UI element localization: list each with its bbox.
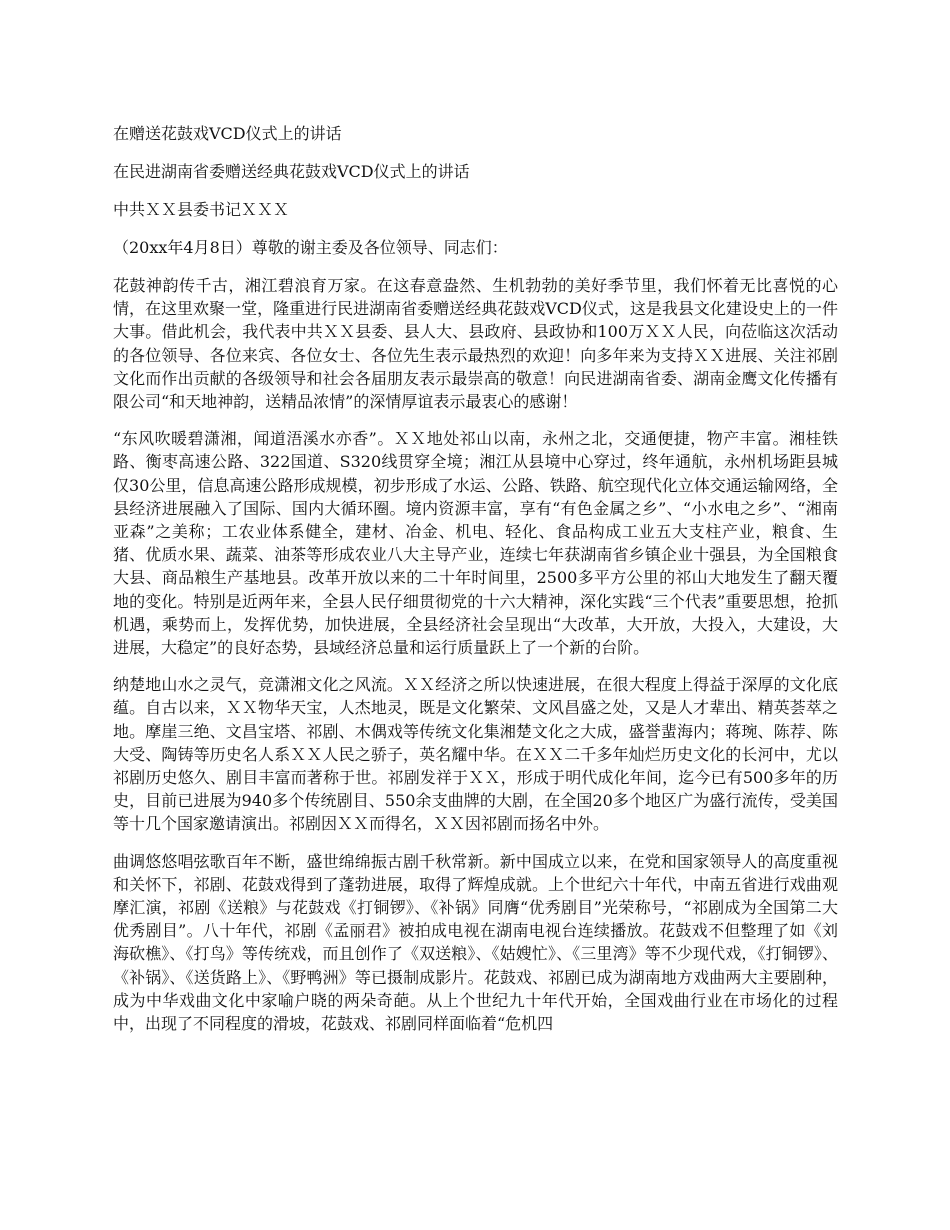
speaker-line: 中共ＸＸ县委书记ＸＸＸ (113, 200, 290, 219)
paragraph-culture-heritage: 纳楚地山水之灵气，竞潇湘文化之风流。ＸＸ经济之所以快速进展，在很大程度上得益于深厚的文化底蕴。自古以来，ＸＸ物华天宝，人杰地灵，既是文化繁荣、文风昌盛之处，又是人才辈出、精英荟萃之地。摩崖三绝、文昌宝塔、祁剧、木偶戏等传统文化集湘楚文化之大成，盛誉蜚海内；蒋琬、陈荐、陈大受、陶铸等历史名人系ＸＸ人民之骄子，英名耀中华。在ＸＸ二千多年灿烂历史文化的长河中，尤以祁剧历史悠久、剧目丰富而著称于世。祁剧发祥于ＸＸ，形成于明代成化年间，迄今已有500多年的历史，目前已进展为940多个传统剧目、550余支曲牌的大剧，在全国20多个地区广为盛行流传，受美国等十几个国家邀请演出。祁剧因ＸＸ而得名，ＸＸ因祁剧而扬名中外。 (113, 675, 838, 834)
document-subtitle: 在民进湖南省委赠送经典花鼓戏VCD仪式上的讲话 (113, 162, 470, 181)
paragraph-county-overview: “东风吹暖碧潇湘，闻道浯溪水亦香”。ＸＸ地处祁山以南，永州之北，交通便捷，物产丰富。湘桂铁路、衡枣高速公路、322国道、S320线贯穿全境；湘江从县境中心穿过，终年通航，永州机场距县城仅30公里，信息高速公路形成规模，初步形成了水运、公路、铁路、航空现代化立体交通运输网络，全县经济进展融入了国际、国内大循环圈。境内资源丰富，享有“有色金属之乡”、“小水电之乡”、“湘南亚森”之美称；工农业体系健全，建材、冶金、机电、轻化、食品构成工业五大支柱产业，粮食、生猪、优质水果、蔬菜、油茶等形成农业八大主导产业，连续七年获湖南省乡镇企业十强县，为全国粮食大县、商品粮生产基地县。改革开放以来的二十年时间里，2500多平方公里的祁山大地发生了翻天覆地的变化。特别是近两年来，全县人民仔细贯彻党的十六大精神，深化实践“三个代表”重要思想，抢抓机遇，乘势而上，发挥优势，加快进展，全县经济社会呈现出“大改革，大开放，大投入，大建设，大进展，大稳定”的良好态势，县域经济总量和运行质量跃上了一个新的台阶。 (113, 429, 838, 658)
paragraph-welcome: 花鼓神韵传千古，湘江碧浪育万家。在这春意盎然、生机勃勃的美好季节里，我们怀着无比喜悦的心情，在这里欢聚一堂，隆重进行民进湖南省委赠送经典花鼓戏VCD仪式，这是我县文化建设史上的一件大事。借此机会，我代表中共ＸＸ县委、县人大、县政府、县政协和100万ＸＸ人民，向莅临这次活动的各位领导、各位来宾、各位女士、各位先生表示最热烈的欢迎！向多年来为支持ＸＸ进展、关注祁剧文化而作出贡献的各级领导和社会各届朋友表示最崇高的敬意！向民进湖南省委、湖南金鹰文化传播有限公司“和天地神韵，送精品浓情”的深情厚谊表示最衷心的感谢！ (113, 276, 838, 412)
salutation-line: （20xx年4月8日）尊敬的谢主委及各位领导、同志们： (113, 238, 508, 257)
document-title: 在赠送花鼓戏VCD仪式上的讲话 (113, 124, 342, 143)
paragraph-opera-history: 曲调悠悠唱弦歌百年不断，盛世绵绵振古剧千秋常新。新中国成立以来，在党和国家领导人的高度重视和关怀下，祁剧、花鼓戏得到了蓬勃进展，取得了辉煌成就。上个世纪六十年代，中南五省进行戏曲观摩汇演，祁剧《送粮》与花鼓戏《打铜锣》、《补锅》同膺“优秀剧目”光荣称号，“祁剧成为全国第二大优秀剧目”。八十年代，祁剧《孟丽君》被拍成电视在湖南电视台连续播放。花鼓戏不但整理了如《刘海砍樵》、《打鸟》等传统戏，而且创作了《双送粮》、《姑嫂忙》、《三里湾》等不少现代戏，《打铜锣》、《补锅》、《送货路上》、《野鸭洲》等已摄制成影片。花鼓戏、祁剧已成为湖南地方戏曲两大主要剧种，成为中华戏曲文化中家喻户晓的两朵奇葩。从上个世纪九十年代开始，全国戏曲行业在市场化的过程中，出现了不同程度的滑坡，花鼓戏、祁剧同样面临着“危机四 (113, 851, 838, 1034)
